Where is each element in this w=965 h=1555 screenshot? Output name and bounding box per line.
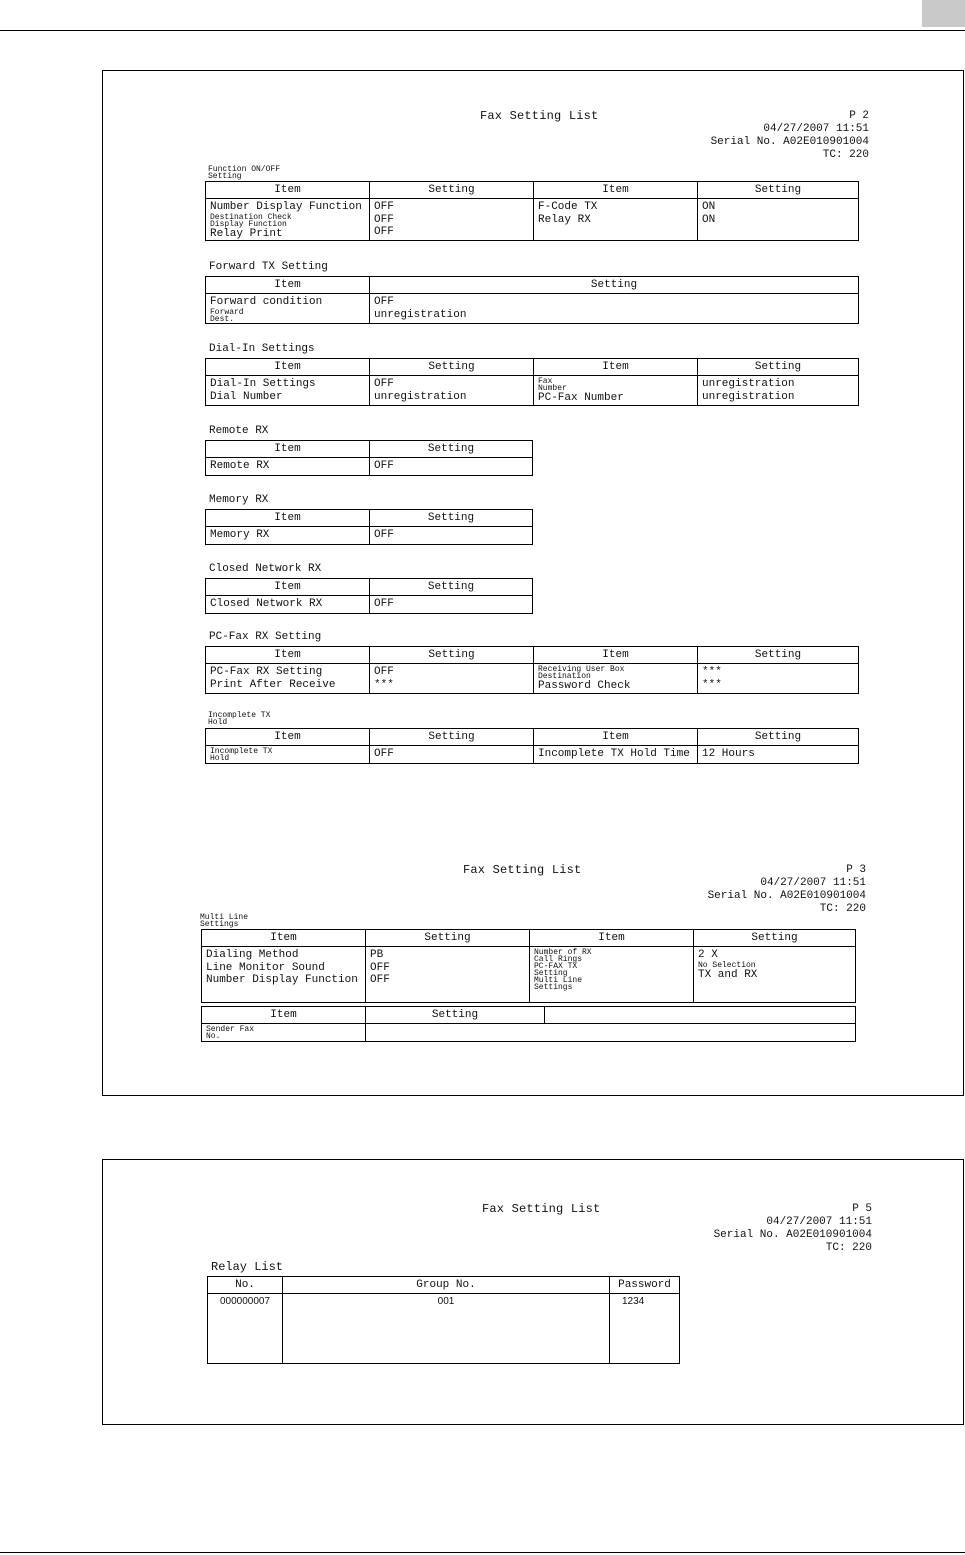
col-setting: Setting: [698, 647, 859, 664]
setting-value: OFF: [374, 226, 394, 238]
col-item: Item: [206, 510, 370, 527]
item-label: Number Display Function: [210, 201, 362, 213]
item-label: Relay Print: [210, 227, 283, 240]
relay-group: 001: [283, 1294, 610, 1364]
col-setting: Setting: [698, 359, 859, 376]
report-title-p5: Fax Setting List: [482, 1202, 601, 1216]
item-label: Dial-In Settings: [210, 378, 316, 390]
page-number: P 3: [846, 864, 866, 876]
col-setting: Setting: [694, 930, 856, 947]
report-title-p3: Fax Setting List: [463, 863, 582, 877]
col-item: Item: [206, 277, 370, 294]
col-item: Item: [206, 359, 370, 376]
col-setting: Setting: [698, 182, 859, 199]
item-label: Password Check: [538, 680, 631, 692]
page-tab-marker: [922, 0, 965, 27]
setting-value: ***: [374, 678, 394, 691]
setting-value: TX and RX: [698, 968, 758, 981]
item-label: Multi Line Settings: [534, 976, 583, 992]
items-cell: [206, 199, 370, 241]
item-label: Memory RX: [206, 527, 370, 545]
item-label: PC-Fax Number: [538, 392, 624, 404]
col-item: Item: [206, 579, 370, 596]
report-meta-p5: [714, 1203, 872, 1255]
col-setting: Setting: [366, 1007, 545, 1024]
col-item: Item: [206, 729, 370, 746]
section-title-relay-list: Relay List: [211, 1260, 284, 1274]
section-title-dial-in: Dial-In Settings: [209, 343, 315, 355]
col-item: Item: [534, 647, 698, 664]
items-cell: [206, 664, 370, 694]
relay-no: 000000007: [208, 1294, 283, 1364]
serial-number: Serial No. A02E010901004: [710, 136, 869, 148]
col-spacer: [545, 1007, 856, 1024]
col-setting: Setting: [698, 729, 859, 746]
item-label: PC-FAX TX Setting: [534, 962, 578, 978]
setting-value: ***: [702, 678, 722, 691]
section-title-closed-network-rx: Closed Network RX: [209, 563, 322, 575]
section-title-pcfax-rx: PC-Fax RX Setting: [209, 631, 322, 643]
setting-value: PB: [370, 949, 384, 961]
col-item: Item: [530, 930, 694, 947]
settings-cell: [370, 294, 859, 324]
report-meta-p3: [708, 864, 866, 916]
items-cell: [530, 947, 694, 1003]
item-label: Number Display Function: [206, 974, 358, 986]
col-item: Item: [206, 441, 370, 458]
setting-value: unregistration: [702, 378, 795, 390]
col-setting: Setting: [370, 729, 534, 746]
forward-tx-table: [205, 276, 859, 324]
col-setting: Setting: [370, 647, 534, 664]
col-setting: Setting: [370, 510, 533, 527]
setting-value: ON: [702, 201, 716, 213]
settings-cell: [698, 376, 859, 406]
setting-value: OFF: [370, 458, 533, 476]
item-label: Line Monitor Sound: [206, 961, 325, 974]
report-title-p2: Fax Setting List: [480, 109, 599, 123]
remote-rx-table: [205, 440, 533, 476]
col-item: Item: [206, 182, 370, 199]
setting-value: OFF: [370, 527, 533, 545]
dial-in-table: [205, 358, 859, 406]
items-cell: [206, 746, 370, 764]
items-cell: [534, 664, 698, 694]
incomplete-tx-table: [205, 728, 859, 764]
item-label: Print After Receive: [210, 678, 336, 691]
items-cell: [202, 947, 366, 1003]
col-item: Item: [202, 930, 366, 947]
col-no: No.: [208, 1277, 283, 1294]
setting-value: OFF: [374, 213, 394, 226]
col-setting: Setting: [370, 441, 533, 458]
col-item: Item: [206, 647, 370, 664]
item-label: F-Code TX: [538, 201, 598, 213]
item-label: Number of RX Call Rings: [534, 948, 592, 964]
items-cell: [202, 1024, 366, 1042]
col-item: Item: [534, 359, 698, 376]
setting-value: ***: [702, 666, 722, 678]
setting-value: 2 X: [698, 949, 718, 961]
page-number: P 5: [852, 1203, 872, 1215]
setting-value: OFF: [370, 961, 390, 974]
col-item: Item: [534, 182, 698, 199]
item-label: Remote RX: [206, 458, 370, 476]
setting-value: OFF: [374, 296, 394, 308]
section-title-remote-rx: Remote RX: [209, 425, 269, 437]
tc-count: TC: 220: [825, 1242, 872, 1254]
relay-list-table: [207, 1276, 680, 1364]
item-label: Incomplete TX Hold: [210, 747, 273, 763]
col-setting: Setting: [370, 359, 534, 376]
header-rule: [0, 30, 965, 31]
settings-cell: [370, 376, 534, 406]
setting-value: OFF: [370, 746, 534, 764]
section-title-forward-tx: Forward TX Setting: [209, 261, 328, 273]
memory-rx-table: [205, 509, 533, 545]
serial-number: Serial No. A02E010901004: [713, 1229, 872, 1241]
col-group-no: Group No.: [283, 1277, 610, 1294]
item-label: Forward condition: [210, 296, 323, 308]
setting-value: No Selection: [698, 960, 756, 970]
footer-rule: [0, 1552, 965, 1553]
item-label: Relay RX: [538, 213, 591, 226]
item-label: Sender Fax No.: [206, 1025, 255, 1041]
settings-cell: [370, 664, 534, 694]
section-title-memory-rx: Memory RX: [209, 494, 269, 506]
report-date: 04/27/2007 11:51: [766, 1216, 872, 1228]
function-onoff-table: [205, 181, 859, 241]
item-label: PC-Fax RX Setting: [210, 666, 323, 678]
item-label: Fax Number: [538, 377, 567, 393]
item-label: Dial Number: [210, 390, 283, 403]
setting-value: OFF: [374, 201, 394, 213]
section-title-multi-line: Multi Line Settings: [200, 913, 249, 929]
tc-count: TC: 220: [822, 149, 869, 161]
setting-value: [366, 1024, 856, 1042]
settings-cell: [698, 199, 859, 241]
items-cell: [534, 376, 698, 406]
serial-number: Serial No. A02E010901004: [707, 890, 866, 902]
setting-value: ON: [702, 213, 716, 226]
report-date: 04/27/2007 11:51: [760, 877, 866, 889]
items-cell: [534, 199, 698, 241]
report-meta-p2: [711, 110, 869, 162]
setting-value: unregistration: [374, 308, 467, 321]
items-cell: [206, 376, 370, 406]
item-label: Receiving User Box Destination: [538, 665, 625, 681]
setting-value: 12 Hours: [698, 746, 859, 764]
settings-cell: [370, 199, 534, 241]
settings-cell: [698, 664, 859, 694]
col-item: Item: [534, 729, 698, 746]
multi-line-table: [201, 929, 856, 1003]
settings-cell: [694, 947, 856, 1003]
relay-password: 1234: [610, 1294, 680, 1364]
section-title-incomplete-tx: Incomplete TX Hold: [208, 711, 271, 727]
sender-fax-table: [201, 1006, 856, 1042]
item-label: Closed Network RX: [206, 596, 370, 614]
col-password: Password: [610, 1277, 680, 1294]
setting-value: OFF: [374, 666, 394, 678]
items-cell: [206, 294, 370, 324]
setting-value: OFF: [370, 596, 533, 614]
tc-count: TC: 220: [819, 903, 866, 915]
setting-value: unregistration: [702, 390, 795, 403]
setting-value: OFF: [374, 378, 394, 390]
col-setting: Setting: [370, 277, 859, 294]
setting-value: unregistration: [374, 390, 467, 403]
section-title-function-onoff: Function ON/OFF Setting: [208, 165, 281, 181]
pcfax-rx-table: [205, 646, 859, 694]
page-number: P 2: [849, 110, 869, 122]
item-label: Destination Check Display Function: [210, 212, 292, 229]
report-date: 04/27/2007 11:51: [763, 123, 869, 135]
closed-network-rx-table: [205, 578, 533, 614]
settings-cell: [366, 947, 530, 1003]
setting-value: OFF: [370, 974, 390, 986]
col-setting: Setting: [370, 579, 533, 596]
col-setting: Setting: [370, 182, 534, 199]
item-label: Dialing Method: [206, 949, 299, 961]
item-label: Incomplete TX Hold Time: [534, 746, 698, 764]
col-setting: Setting: [366, 930, 530, 947]
item-label: Forward Dest.: [210, 307, 244, 324]
col-item: Item: [202, 1007, 366, 1024]
